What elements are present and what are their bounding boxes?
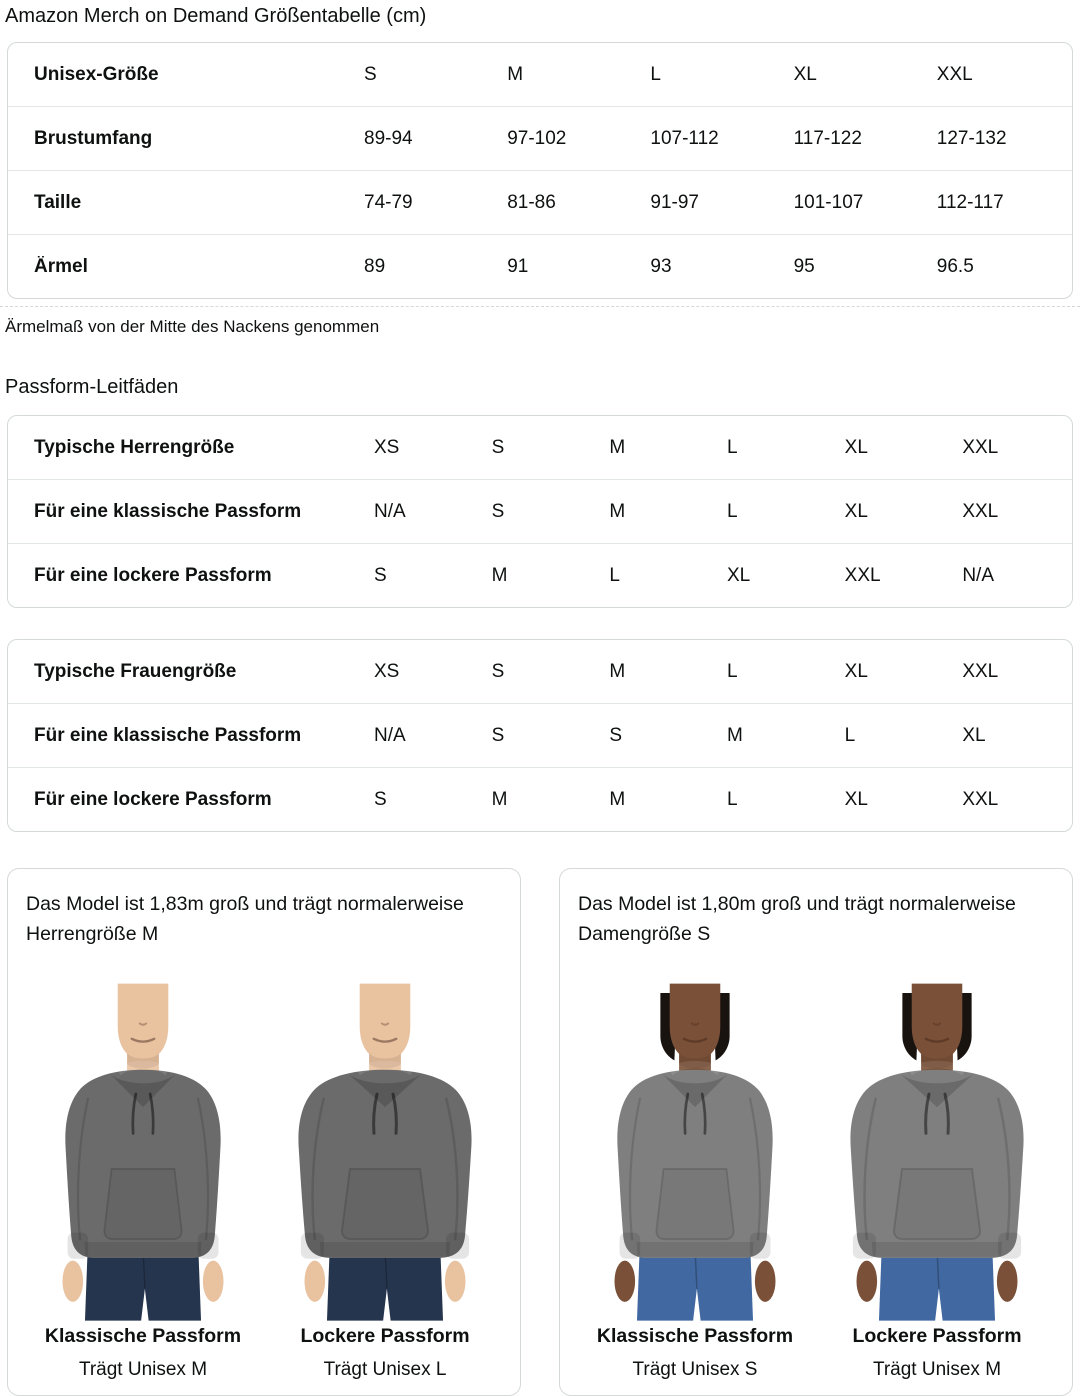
unisex-size-table bbox=[7, 42, 1073, 299]
fit-cell: XXL bbox=[962, 436, 999, 458]
fit-cell: L bbox=[726, 500, 738, 522]
hoodie-model-illustration bbox=[578, 959, 812, 1321]
fit-cell: XS bbox=[374, 436, 400, 458]
hoodie-model-illustration bbox=[268, 959, 502, 1321]
fit-cell: L bbox=[726, 660, 738, 682]
size-cell: 89 bbox=[364, 255, 386, 277]
model-photo-classic-fit bbox=[26, 959, 260, 1321]
size-cell: 107-112 bbox=[650, 127, 719, 149]
size-cell: 95 bbox=[793, 255, 815, 277]
fit-cell: M bbox=[726, 724, 743, 746]
size-column-header: XXL bbox=[936, 63, 973, 85]
size-cell: 112-117 bbox=[936, 191, 1004, 213]
fit-cell: XL bbox=[844, 788, 868, 810]
model-description: Das Model ist 1,80m groß und trägt normalerweise Damengröße S bbox=[578, 893, 1016, 946]
caption-size-label: Trägt Unisex M bbox=[872, 1359, 1002, 1380]
size-chart-page bbox=[0, 4, 1080, 1396]
size-cell: 117-122 bbox=[793, 127, 862, 149]
fit-cell: S bbox=[491, 436, 505, 458]
table-row bbox=[8, 767, 1072, 831]
row-label: Typische Frauengröße bbox=[34, 660, 237, 682]
size-cell: 101-107 bbox=[793, 191, 864, 213]
fit-cell: XS bbox=[374, 660, 400, 682]
row-label: Typische Herrengröße bbox=[34, 436, 235, 458]
fit-cell: XL bbox=[726, 564, 751, 586]
row-label: Für eine lockere Passform bbox=[34, 564, 272, 586]
fit-cell: L bbox=[726, 436, 738, 458]
dashed-divider bbox=[0, 306, 1080, 307]
table-row bbox=[8, 703, 1072, 767]
row-label: Für eine klassische Passform bbox=[34, 724, 302, 746]
fit-cell: L bbox=[726, 788, 738, 810]
fit-cell: S bbox=[491, 500, 505, 522]
model-photo-loose-fit bbox=[268, 959, 502, 1321]
fit-cell: N/A bbox=[374, 724, 406, 746]
fit-cell: S bbox=[609, 724, 623, 746]
fit-cell: M bbox=[609, 500, 626, 522]
caption-fit-label: Klassische Passform bbox=[44, 1325, 242, 1347]
fit-cell: XL bbox=[844, 436, 868, 458]
row-label: Brustumfang bbox=[34, 127, 153, 149]
fit-table-men bbox=[7, 415, 1073, 608]
size-cell: 97-102 bbox=[507, 127, 567, 149]
fit-cell: XL bbox=[844, 500, 868, 522]
caption bbox=[268, 1325, 502, 1381]
table-row bbox=[8, 106, 1072, 170]
fit-cell: XL bbox=[844, 660, 868, 682]
fit-cell: S bbox=[491, 724, 505, 746]
row-label: Taille bbox=[34, 191, 82, 213]
size-column-header: M bbox=[507, 63, 524, 85]
caption-fit-label: Lockere Passform bbox=[300, 1325, 470, 1347]
caption-fit-label: Klassische Passform bbox=[596, 1325, 794, 1347]
fit-cell: XXL bbox=[844, 564, 881, 586]
table-row bbox=[8, 416, 1072, 479]
table-row bbox=[8, 640, 1072, 703]
fit-cell: XXL bbox=[962, 500, 999, 522]
fit-cell: XL bbox=[962, 724, 986, 746]
caption-size-label: Trägt Unisex S bbox=[632, 1359, 758, 1380]
model-description: Das Model ist 1,83m groß und trägt normalerweise Herrengröße M bbox=[26, 893, 464, 946]
size-cell: 74-79 bbox=[364, 191, 413, 213]
size-column-header: XL bbox=[793, 63, 817, 85]
row-label: Unisex-Größe bbox=[34, 63, 159, 85]
fit-cell: XXL bbox=[962, 660, 999, 682]
fit-cell: M bbox=[491, 788, 508, 810]
table-row bbox=[8, 479, 1072, 543]
hoodie-model-illustration bbox=[26, 959, 260, 1321]
size-cell: 89-94 bbox=[364, 127, 413, 149]
size-cell: 91 bbox=[507, 255, 529, 277]
caption-size-label: Trägt Unisex M bbox=[78, 1359, 208, 1380]
table-row bbox=[8, 170, 1072, 234]
fit-cell: M bbox=[491, 564, 508, 586]
fit-cell: S bbox=[374, 564, 387, 586]
table-row bbox=[8, 234, 1072, 298]
model-card-men bbox=[7, 868, 521, 1396]
size-cell: 96.5 bbox=[936, 255, 974, 277]
model-photo-loose-fit bbox=[820, 959, 1054, 1321]
hoodie-model-illustration bbox=[820, 959, 1054, 1321]
photo-captions bbox=[578, 1325, 1054, 1381]
row-label: Für eine lockere Passform bbox=[34, 788, 272, 810]
caption bbox=[820, 1325, 1054, 1381]
sleeve-measurement-note: Ärmelmaß von der Mitte des Nackens genommen bbox=[5, 317, 380, 336]
fit-guides-heading: Passform-Leitfäden bbox=[5, 376, 179, 398]
caption bbox=[578, 1325, 812, 1381]
fit-cell: M bbox=[609, 788, 626, 810]
page-title: Amazon Merch on Demand Größentabelle (cm) bbox=[5, 5, 427, 27]
size-cell: 93 bbox=[650, 255, 672, 277]
model-photos bbox=[26, 959, 502, 1321]
fit-cell: N/A bbox=[374, 500, 406, 522]
fit-cell: S bbox=[491, 660, 505, 682]
caption-size-label: Trägt Unisex L bbox=[323, 1359, 447, 1380]
fit-cell: M bbox=[609, 660, 626, 682]
model-photo-classic-fit bbox=[578, 959, 812, 1321]
size-cell: 127-132 bbox=[936, 127, 1007, 149]
fit-cell: L bbox=[844, 724, 856, 746]
size-column-header: L bbox=[650, 63, 661, 85]
fit-cell: M bbox=[609, 436, 626, 458]
size-column-header: S bbox=[364, 63, 377, 85]
model-cards bbox=[7, 868, 1073, 1396]
model-card-women bbox=[559, 868, 1073, 1396]
fit-table-women bbox=[7, 639, 1073, 832]
fit-cell: N/A bbox=[962, 564, 995, 586]
fit-cell: S bbox=[374, 788, 387, 810]
caption-fit-label: Lockere Passform bbox=[852, 1325, 1022, 1347]
size-cell: 91-97 bbox=[650, 191, 699, 213]
caption bbox=[26, 1325, 260, 1381]
fit-cell: XXL bbox=[962, 788, 999, 810]
size-cell: 81-86 bbox=[507, 191, 556, 213]
table-row bbox=[8, 543, 1072, 607]
model-photos bbox=[578, 959, 1054, 1321]
table-header-row bbox=[8, 43, 1072, 106]
photo-captions bbox=[26, 1325, 502, 1381]
row-label: Ärmel bbox=[34, 255, 88, 277]
fit-cell: L bbox=[609, 564, 620, 586]
row-label: Für eine klassische Passform bbox=[34, 500, 302, 522]
